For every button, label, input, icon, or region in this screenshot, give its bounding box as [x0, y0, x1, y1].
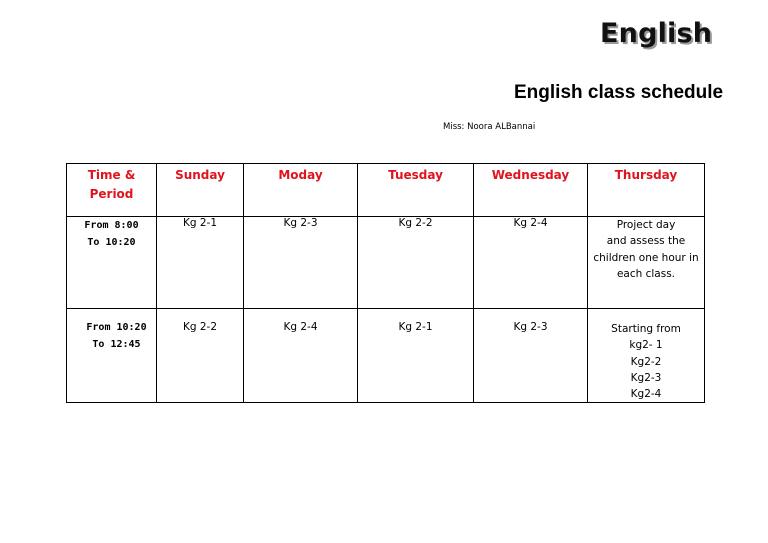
note-line: Starting from: [611, 323, 681, 335]
note-line: Kg2-3: [630, 371, 662, 384]
time-to: To 12:45: [92, 339, 141, 350]
sunday-class: Kg 2-2: [157, 309, 244, 403]
note-line: Kg2-2: [630, 355, 662, 368]
tuesday-class: Kg 2-2: [358, 217, 474, 309]
teacher-name: Miss: Noora ALBannai: [443, 122, 536, 132]
note-line: children one hour in: [593, 251, 699, 264]
schedule-table: [66, 163, 705, 403]
time-from: From 8:00: [84, 220, 139, 231]
english-logo: English: [600, 18, 713, 49]
header-wednesday: Wednesday: [474, 164, 588, 217]
table-row: [67, 309, 705, 403]
header-thursday: Thursday: [588, 164, 705, 217]
header-time-period: [67, 164, 157, 217]
header-sunday: Sunday: [157, 164, 244, 217]
header-time-label: Time &: [87, 168, 136, 182]
note-line: and assess the: [606, 235, 686, 248]
tuesday-class: Kg 2-1: [358, 309, 474, 403]
wednesday-class: Kg 2-3: [474, 309, 588, 403]
note-line: Kg2-4: [630, 388, 662, 401]
time-from: From 10:20: [86, 322, 147, 333]
period-time: [67, 217, 157, 309]
time-to: To 10:20: [87, 237, 136, 248]
monday-class: Kg 2-4: [244, 309, 358, 403]
header-row: [67, 164, 705, 217]
table-row: [67, 217, 705, 309]
header-tuesday: Tuesday: [358, 164, 474, 217]
note-line: kg2- 1: [629, 339, 663, 352]
header-period-label: Period: [89, 187, 134, 201]
thursday-note: [588, 217, 705, 309]
page-title: English class schedule: [514, 82, 724, 103]
thursday-note: [588, 309, 705, 403]
sunday-class: Kg 2-1: [157, 217, 244, 309]
wednesday-class: Kg 2-4: [474, 217, 588, 309]
note-line: Project day: [616, 219, 676, 231]
note-line: each class.: [616, 267, 676, 280]
monday-class: Kg 2-3: [244, 217, 358, 309]
period-time: [67, 309, 157, 403]
header-monday: Moday: [244, 164, 358, 217]
